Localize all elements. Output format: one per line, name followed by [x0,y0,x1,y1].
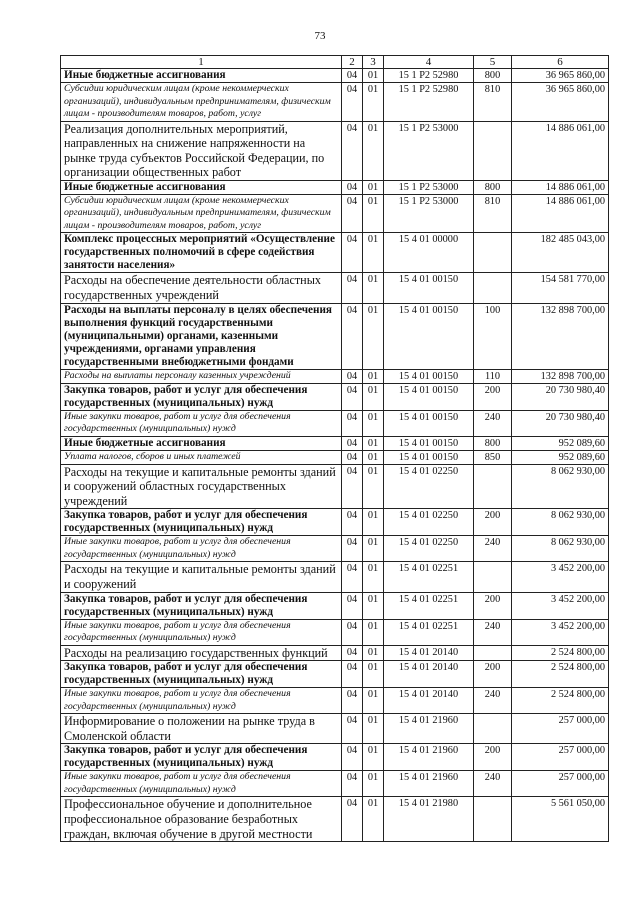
row-subsection-cell: 01 [363,688,384,714]
row-expense-type-cell: 800 [474,69,512,83]
table-body [61,69,609,842]
row-amount-cell: 3 452 200,00 [512,562,609,592]
page-number: 73 [314,30,326,42]
row-target-article-cell: 15 1 Р2 53000 [384,180,474,194]
row-amount-cell: 257 000,00 [512,771,609,797]
row-section-cell: 04 [342,714,363,744]
row-amount-cell: 14 886 061,00 [512,194,609,233]
row-amount-cell: 8 062 930,00 [512,464,609,509]
row-target-article-cell: 15 4 01 21960 [384,771,474,797]
row-name-cell: Расходы на текущие и капитальные ремонты зданий и сооружений [61,562,342,592]
row-amount-cell: 36 965 860,00 [512,69,609,83]
row-name-cell: Закупка товаров, работ и услуг для обеспечения государственных (муниципальных) нужд [61,509,342,536]
table-row [61,121,609,180]
table-row [61,645,609,661]
row-subsection-cell: 01 [363,410,384,436]
row-subsection-cell: 01 [363,369,384,383]
row-expense-type-cell: 200 [474,661,512,688]
row-name-cell: Закупка товаров, работ и услуг для обеспечения государственных (муниципальных) нужд [61,744,342,771]
row-amount-cell: 182 485 043,00 [512,233,609,273]
table-row [61,536,609,562]
row-target-article-cell: 15 4 01 20140 [384,645,474,661]
row-name-cell: Комплекс процессных мероприятий «Осуществление государственных полномочий в сфере содействия занятости населения» [61,233,342,273]
row-amount-cell: 8 062 930,00 [512,509,609,536]
row-section-cell: 04 [342,436,363,450]
table-row [61,592,609,619]
row-subsection-cell: 01 [363,536,384,562]
row-name-cell: Иные закупки товаров, работ и услуг для обеспечения государственных (муниципальных) нужд [61,536,342,562]
row-target-article-cell: 15 4 01 02251 [384,619,474,645]
row-expense-type-cell [474,233,512,273]
table-row [61,83,609,122]
row-expense-type-cell [474,121,512,180]
row-amount-cell: 257 000,00 [512,714,609,744]
row-subsection-cell: 01 [363,194,384,233]
row-expense-type-cell: 850 [474,450,512,464]
row-amount-cell: 5 561 050,00 [512,797,609,842]
row-amount-cell: 952 089,60 [512,450,609,464]
row-name-cell: Закупка товаров, работ и услуг для обеспечения государственных (муниципальных) нужд [61,661,342,688]
row-amount-cell: 3 452 200,00 [512,619,609,645]
row-subsection-cell: 01 [363,797,384,842]
row-expense-type-cell: 800 [474,436,512,450]
table-row [61,771,609,797]
row-target-article-cell: 15 4 01 00150 [384,273,474,303]
row-expense-type-cell [474,797,512,842]
row-target-article-cell: 15 4 01 21960 [384,714,474,744]
row-expense-type-cell: 200 [474,509,512,536]
row-section-cell: 04 [342,180,363,194]
row-section-cell: 04 [342,369,363,383]
row-name-cell: Расходы на реализацию государственных функций [61,645,342,661]
row-name-cell: Иные закупки товаров, работ и услуг для обеспечения государственных (муниципальных) нужд [61,619,342,645]
row-target-article-cell: 15 4 01 21980 [384,797,474,842]
row-expense-type-cell: 240 [474,771,512,797]
table-row [61,661,609,688]
row-amount-cell: 2 524 800,00 [512,688,609,714]
row-name-cell: Субсидии юридическим лицам (кроме некоммерческих организаций), индивидуальным предпринимателям, физическим лицам - производителям товаров, работ, услуг [61,194,342,233]
row-subsection-cell: 01 [363,436,384,450]
row-subsection-cell: 01 [363,69,384,83]
table-row [61,509,609,536]
row-name-cell: Реализация дополнительных мероприятий, направленных на снижение напряженности на рынке труда субъектов Российской Федерации, по организации общественных работ [61,121,342,180]
row-subsection-cell: 01 [363,645,384,661]
row-section-cell: 04 [342,562,363,592]
header-cell-subsection: 3 [363,56,384,69]
row-subsection-cell: 01 [363,233,384,273]
row-target-article-cell: 15 4 01 02251 [384,562,474,592]
row-subsection-cell: 01 [363,714,384,744]
table-row [61,562,609,592]
row-expense-type-cell [474,562,512,592]
row-target-article-cell: 15 4 01 02251 [384,592,474,619]
row-section-cell: 04 [342,645,363,661]
row-name-cell: Иные закупки товаров, работ и услуг для обеспечения государственных (муниципальных) нужд [61,410,342,436]
row-expense-type-cell: 240 [474,688,512,714]
row-name-cell: Закупка товаров, работ и услуг для обеспечения государственных (муниципальных) нужд [61,383,342,410]
row-section-cell: 04 [342,303,363,369]
row-target-article-cell: 15 4 01 02250 [384,464,474,509]
row-section-cell: 04 [342,83,363,122]
row-section-cell: 04 [342,464,363,509]
row-section-cell: 04 [342,619,363,645]
row-expense-type-cell: 800 [474,180,512,194]
row-subsection-cell: 01 [363,661,384,688]
row-subsection-cell: 01 [363,592,384,619]
row-expense-type-cell [474,273,512,303]
row-expense-type-cell [474,645,512,661]
row-section-cell: 04 [342,69,363,83]
row-section-cell: 04 [342,661,363,688]
row-name-cell: Иные закупки товаров, работ и услуг для обеспечения государственных (муниципальных) нужд [61,771,342,797]
table-row [61,744,609,771]
row-target-article-cell: 15 1 Р2 53000 [384,121,474,180]
row-subsection-cell: 01 [363,771,384,797]
row-amount-cell: 257 000,00 [512,744,609,771]
row-target-article-cell: 15 4 01 21960 [384,744,474,771]
row-target-article-cell: 15 1 Р2 52980 [384,83,474,122]
row-name-cell: Уплата налогов, сборов и иных платежей [61,450,342,464]
row-target-article-cell: 15 4 01 00150 [384,369,474,383]
row-amount-cell: 2 524 800,00 [512,661,609,688]
row-amount-cell: 3 452 200,00 [512,592,609,619]
row-subsection-cell: 01 [363,83,384,122]
row-expense-type-cell: 200 [474,383,512,410]
row-section-cell: 04 [342,592,363,619]
row-section-cell: 04 [342,688,363,714]
row-section-cell: 04 [342,797,363,842]
row-target-article-cell: 15 4 01 02250 [384,536,474,562]
row-section-cell: 04 [342,273,363,303]
budget-table [60,55,609,842]
row-expense-type-cell: 810 [474,83,512,122]
table-row [61,180,609,194]
row-amount-cell: 20 730 980,40 [512,410,609,436]
row-target-article-cell: 15 4 01 20140 [384,688,474,714]
row-target-article-cell: 15 4 01 00150 [384,303,474,369]
table-row [61,69,609,83]
header-row [61,56,609,69]
header-cell-expense-type: 5 [474,56,512,69]
row-name-cell: Расходы на выплаты персоналу казенных учреждений [61,369,342,383]
row-target-article-cell: 15 4 01 20140 [384,661,474,688]
row-expense-type-cell: 240 [474,536,512,562]
row-name-cell: Иные бюджетные ассигнования [61,69,342,83]
row-name-cell: Субсидии юридическим лицам (кроме некоммерческих организаций), индивидуальным предпринимателям, физическим лицам - производителям товаров, работ, услуг [61,83,342,122]
table-row [61,410,609,436]
row-target-article-cell: 15 1 Р2 53000 [384,194,474,233]
row-section-cell: 04 [342,509,363,536]
row-section-cell: 04 [342,771,363,797]
header-cell-name: 1 [61,56,342,69]
row-subsection-cell: 01 [363,509,384,536]
row-subsection-cell: 01 [363,450,384,464]
row-expense-type-cell: 200 [474,744,512,771]
row-subsection-cell: 01 [363,180,384,194]
row-section-cell: 04 [342,744,363,771]
row-subsection-cell: 01 [363,121,384,180]
row-expense-type-cell: 110 [474,369,512,383]
table-row [61,194,609,233]
table-row [61,273,609,303]
row-amount-cell: 8 062 930,00 [512,536,609,562]
table-row [61,369,609,383]
row-subsection-cell: 01 [363,619,384,645]
table-row [61,436,609,450]
table-row [61,797,609,842]
row-name-cell: Закупка товаров, работ и услуг для обеспечения государственных (муниципальных) нужд [61,592,342,619]
row-expense-type-cell [474,714,512,744]
row-name-cell: Профессиональное обучение и дополнительное профессиональное образование безработных граждан, включая обучение в другой местности [61,797,342,842]
row-subsection-cell: 01 [363,303,384,369]
row-section-cell: 04 [342,450,363,464]
row-amount-cell: 132 898 700,00 [512,303,609,369]
row-section-cell: 04 [342,121,363,180]
table-row [61,619,609,645]
row-expense-type-cell: 200 [474,592,512,619]
table-row [61,714,609,744]
row-name-cell: Расходы на текущие и капитальные ремонты зданий и сооружений областных государственных учреждений [61,464,342,509]
row-name-cell: Информирование о положении на рынке труда в Смоленской области [61,714,342,744]
table-row [61,303,609,369]
row-target-article-cell: 15 4 01 00150 [384,410,474,436]
table-row [61,464,609,509]
row-target-article-cell: 15 4 01 00000 [384,233,474,273]
row-name-cell: Иные закупки товаров, работ и услуг для обеспечения государственных (муниципальных) нужд [61,688,342,714]
table-row [61,383,609,410]
table-row [61,233,609,273]
row-target-article-cell: 15 4 01 00150 [384,450,474,464]
row-amount-cell: 2 524 800,00 [512,645,609,661]
row-target-article-cell: 15 1 Р2 52980 [384,69,474,83]
row-name-cell: Иные бюджетные ассигнования [61,436,342,450]
table-row [61,688,609,714]
row-name-cell: Иные бюджетные ассигнования [61,180,342,194]
row-name-cell: Расходы на выплаты персоналу в целях обеспечения выполнения функций государственными (муниципальными) органами, казенными учреждениями, органами управления государственными внебюджетными фондами [61,303,342,369]
row-amount-cell: 154 581 770,00 [512,273,609,303]
row-subsection-cell: 01 [363,273,384,303]
row-expense-type-cell: 240 [474,619,512,645]
row-expense-type-cell [474,464,512,509]
header-cell-amount: 6 [512,56,609,69]
row-name-cell: Расходы на обеспечение деятельности областных государственных учреждений [61,273,342,303]
row-subsection-cell: 01 [363,562,384,592]
row-amount-cell: 20 730 980,40 [512,383,609,410]
row-amount-cell: 14 886 061,00 [512,121,609,180]
row-section-cell: 04 [342,233,363,273]
header-cell-target-article: 4 [384,56,474,69]
row-target-article-cell: 15 4 01 02250 [384,509,474,536]
row-section-cell: 04 [342,410,363,436]
row-section-cell: 04 [342,383,363,410]
row-section-cell: 04 [342,194,363,233]
row-amount-cell: 132 898 700,00 [512,369,609,383]
row-expense-type-cell: 240 [474,410,512,436]
row-subsection-cell: 01 [363,744,384,771]
row-expense-type-cell: 810 [474,194,512,233]
row-target-article-cell: 15 4 01 00150 [384,383,474,410]
row-amount-cell: 14 886 061,00 [512,180,609,194]
header-cell-section: 2 [342,56,363,69]
table-row [61,450,609,464]
row-amount-cell: 952 089,60 [512,436,609,450]
row-expense-type-cell: 100 [474,303,512,369]
row-subsection-cell: 01 [363,464,384,509]
row-target-article-cell: 15 4 01 00150 [384,436,474,450]
row-subsection-cell: 01 [363,383,384,410]
row-amount-cell: 36 965 860,00 [512,83,609,122]
row-section-cell: 04 [342,536,363,562]
